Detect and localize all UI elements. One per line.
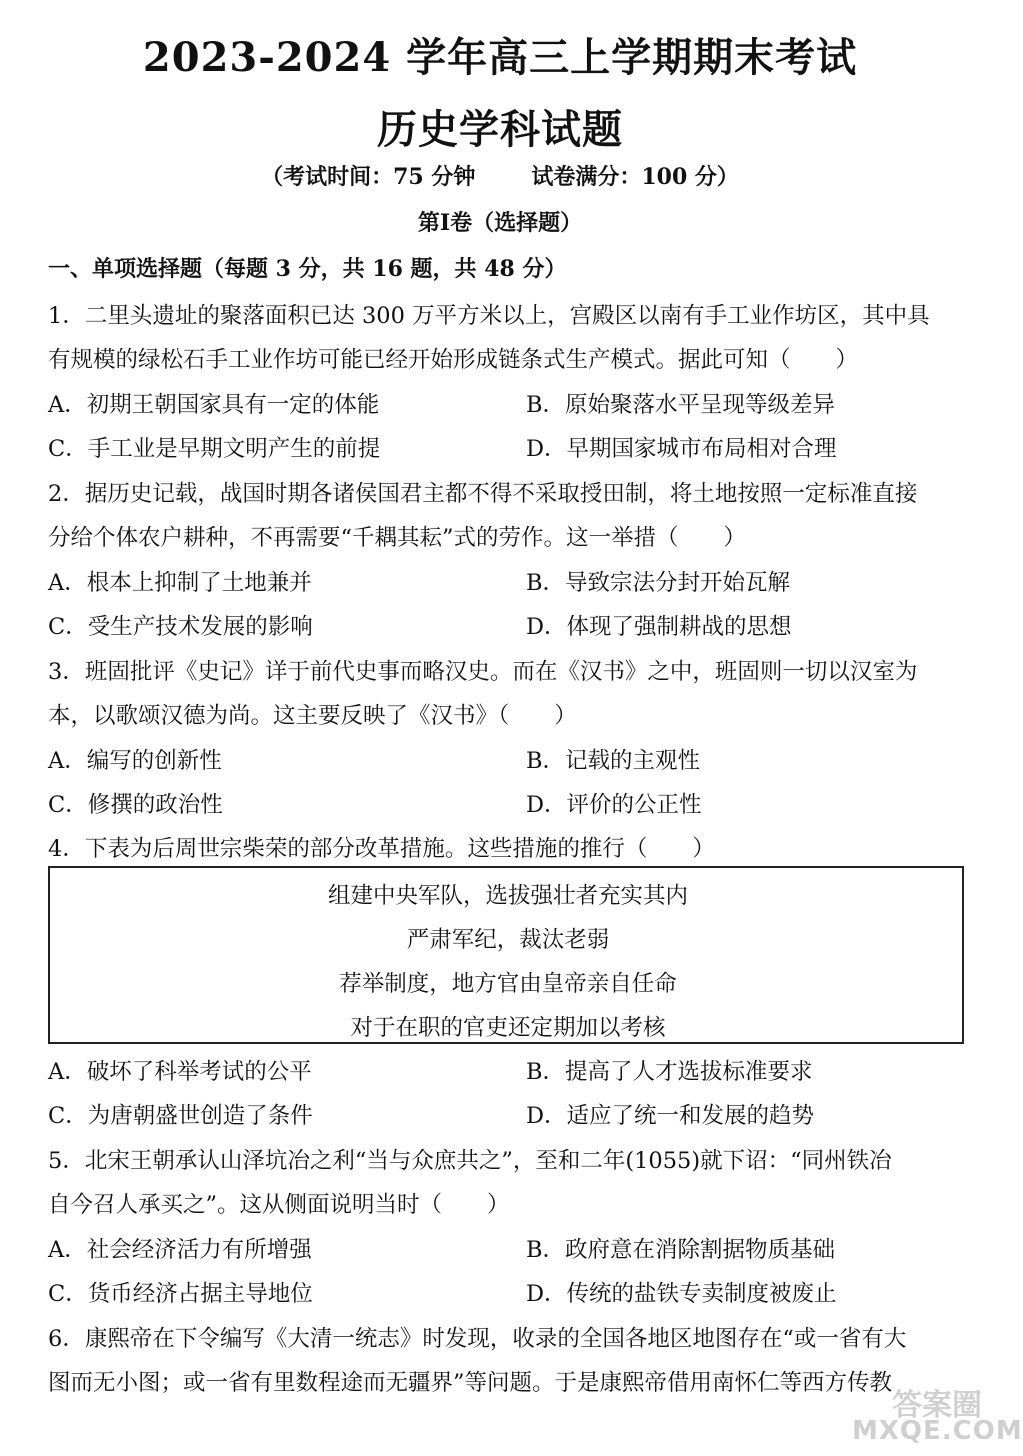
question-2-stem-line-1: 2．据历史记载，战国时期各诸侯国君主都不得不采取授田制，将土地按照一定标准直接 [48,481,918,507]
question-3-option-d: D．评价的公正性 [526,792,702,818]
question-2-option-b: B．导致宗法分封开始瓦解 [526,570,791,596]
question-1-option-d: D．早期国家城市布局相对合理 [526,436,837,462]
question-5-stem-line-2: 自今召人承买之”。这从侧面说明当时（ ） [48,1192,510,1218]
watermark-url: MXQE.COM [852,1416,1023,1446]
question-5-option-b: B．政府意在消除割据物质基础 [526,1237,836,1263]
question-3-option-c: C．修撰的政治性 [48,792,223,818]
watermark-text: 答案圈 [892,1388,982,1423]
exam-title: 2023-2024 学年高三上学期期末考试 [142,34,858,81]
question-1-stem-line-1: 1．二里头遗址的聚落面积已达 300 万平方米以上，宫殿区以南有手工业作坊区，其中具 [48,303,930,329]
question-4-option-a: A．破坏了科举考试的公平 [48,1059,312,1085]
question-6-stem-line-2: 图而无小图；或一省有里数程途而无疆界”等问题。于是康熙帝借用南怀仁等西方传教 [48,1370,893,1396]
question-3-stem-line-1: 3．班固批评《史记》详于前代史事而略汉史。而在《汉书》之中，班固则一切以汉室为 [48,659,918,685]
question-2-option-a: A．根本上抑制了土地兼并 [48,570,312,596]
question-1-option-c: C．手工业是早期文明产生的前提 [48,436,381,462]
question-2-option-c: C．受生产技术发展的影响 [48,614,313,640]
question-1-option-a: A．初期王朝国家具有一定的体能 [48,392,380,418]
reform-measures-table [48,866,964,1044]
question-2-stem-line-2: 分给个体农户耕种，不再需要“千耦其耘”式的劳作。这一举措（ ） [48,525,747,551]
question-3-stem-line-2: 本，以歌颂汉德为尚。这主要反映了《汉书》（ ） [48,703,577,729]
watermark-logo [852,1380,1023,1450]
table-row: 对于在职的官吏还定期加以考核 [350,1015,666,1041]
question-4-option-c: C．为唐朝盛世创造了条件 [48,1103,313,1129]
question-5-stem-line-1: 5．北宋王朝承认山泽坑冶之利“当与众庶共之”，至和二年(1055)就下诏：“同州铁冶 [48,1148,892,1174]
table-row: 组建中央军队，选拔强壮者充实其内 [327,883,688,909]
question-5-option-c: C．货币经济占据主导地位 [48,1281,313,1307]
full-score: 试卷满分：100 分） [531,164,739,190]
question-1-option-b: B．原始聚落水平呈现等级差异 [526,392,836,418]
question-2-option-d: D．体现了强制耕战的思想 [526,614,792,640]
section-title: 一、单项选择题（每题 3 分，共 16 题，共 48 分） [48,256,567,282]
question-5-option-d: D．传统的盐铁专卖制度被废止 [526,1281,837,1307]
question-6-stem-line-1: 6．康熙帝在下令编写《大清一统志》时发现，收录的全国各地区地图存在“或一省有大 [48,1326,907,1352]
exam-time: （考试时间：75 分钟 [261,164,476,190]
question-4-option-d: D．适应了统一和发展的趋势 [526,1103,815,1129]
question-1-stem-line-2: 有规模的绿松石手工业作坊可能已经开始形成链条式生产模式。据此可知（ ） [48,347,859,373]
question-5-option-a: A．社会经济活力有所增强 [48,1237,312,1263]
question-4-stem-line-1: 4．下表为后周世宗柴荣的部分改革措施。这些措施的推行（ ） [48,836,715,862]
part-title: 第Ⅰ卷（选择题） [417,210,583,236]
table-row: 荐举制度，地方官由皇帝亲自任命 [339,971,677,997]
question-3-option-a: A．编写的创新性 [48,748,222,774]
subject-title: 历史学科试题 [377,106,623,153]
question-4-option-b: B．提高了人才选拔标准要求 [526,1059,813,1085]
table-row: 严肃军纪，裁汰老弱 [406,927,610,953]
exam-info [0,160,1000,191]
question-3-option-b: B．记载的主观性 [526,748,701,774]
